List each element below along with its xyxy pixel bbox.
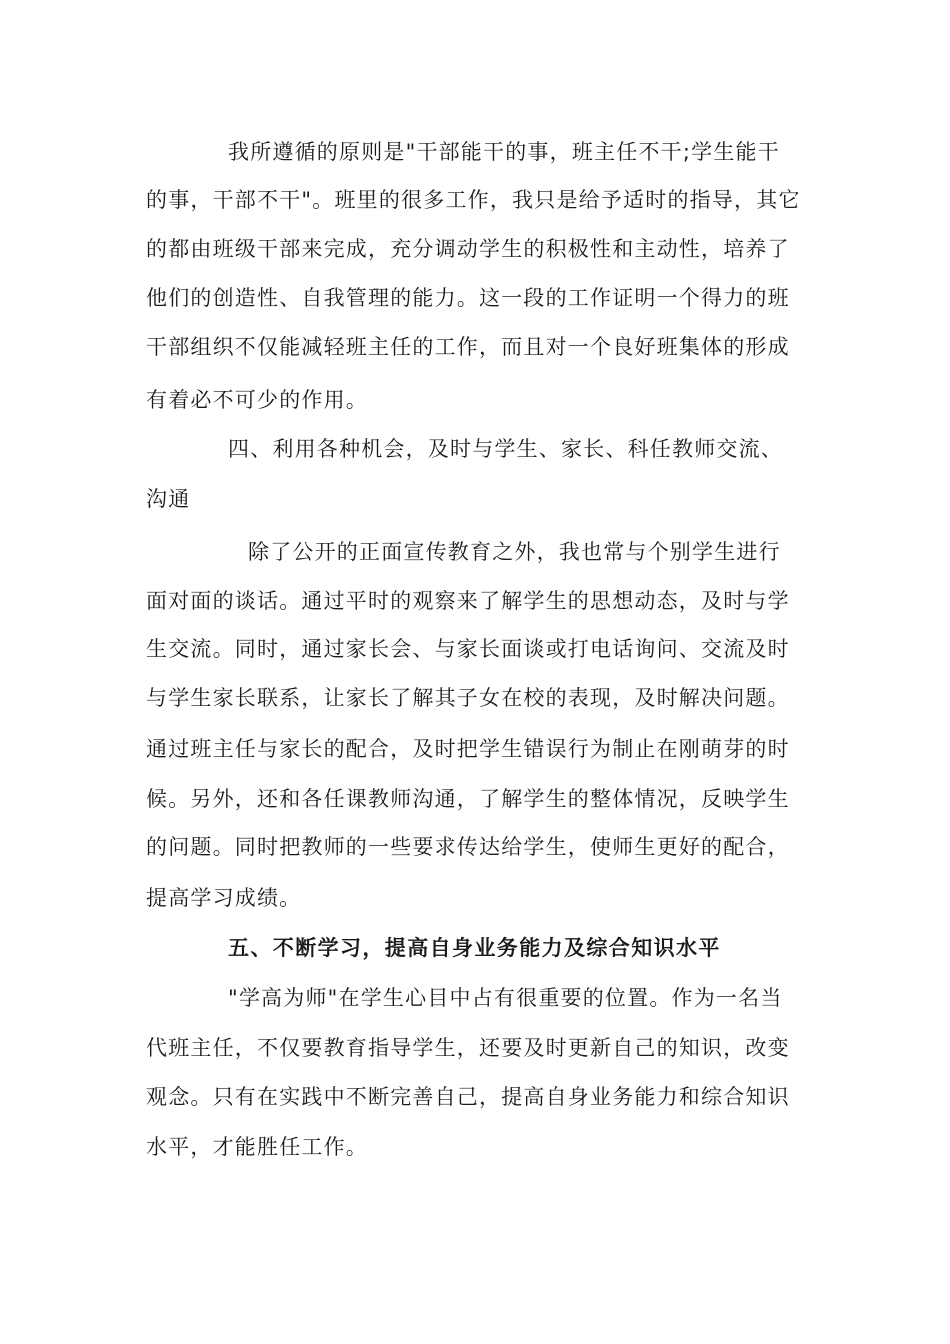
paragraph-line: 观念。只有在实践中不断完善自己，提高自身业务能力和综合知识 — [146, 1085, 790, 1109]
paragraph-line: 代班主任，不仅要教育指导学生，还要及时更新自己的知识，改变 — [146, 1036, 790, 1060]
paragraph-line: 有着必不可少的作用。 — [146, 388, 368, 412]
paragraph-line: 提高学习成绩。 — [146, 886, 302, 910]
paragraph-line: 与学生家长联系，让家长了解其子女在校的表现，及时解决问题。 — [146, 686, 790, 710]
paragraph-line: 的事，干部不干"。班里的很多工作，我只是给予适时的指导，其它 — [146, 188, 801, 212]
paragraph-line: 水平，才能胜任工作。 — [146, 1135, 368, 1159]
paragraph-line: 通过班主任与家长的配合，及时把学生错误行为制止在刚萌芽的时 — [146, 737, 790, 761]
section-heading-5: 五、不断学习，提高自身业务能力及综合知识水平 — [228, 936, 721, 960]
paragraph-line: 干部组织不仅能减轻班主任的工作，而且对一个良好班集体的形成 — [146, 335, 790, 359]
section-heading-4-cont: 沟通 — [146, 487, 191, 511]
paragraph-line: 他们的创造性、自我管理的能力。这一段的工作证明一个得力的班 — [146, 286, 790, 310]
paragraph-line: 面对面的谈话。通过平时的观察来了解学生的思想动态，及时与学 — [146, 589, 790, 613]
paragraph-line: 除了公开的正面宣传教育之外，我也常与个别学生进行 — [248, 540, 781, 564]
paragraph-line: "学高为师"在学生心目中占有很重要的位置。作为一名当 — [228, 986, 783, 1010]
section-heading-4: 四、利用各种机会，及时与学生、家长、科任教师交流、 — [228, 437, 783, 461]
paragraph-line: 的问题。同时把教师的一些要求传达给学生，使师生更好的配合， — [146, 835, 790, 859]
paragraph-line: 候。另外，还和各任课教师沟通，了解学生的整体情况，反映学生 — [146, 787, 790, 811]
paragraph-line: 生交流。同时，通过家长会、与家长面谈或打电话询问、交流及时 — [146, 637, 790, 661]
paragraph-line: 的都由班级干部来完成，充分调动学生的积极性和主动性，培养了 — [146, 237, 790, 261]
paragraph-line: 我所遵循的原则是"干部能干的事，班主任不干;学生能干 — [228, 140, 780, 164]
